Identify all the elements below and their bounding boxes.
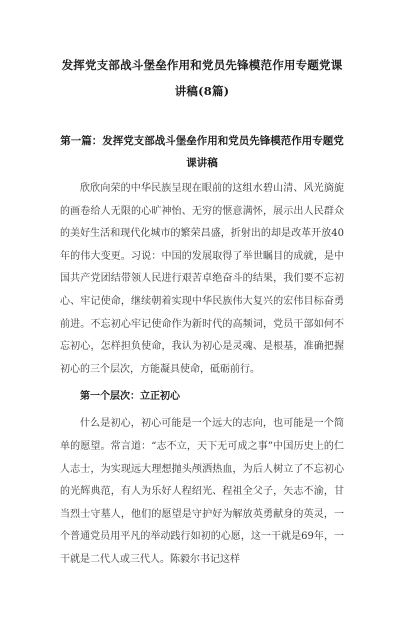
- body-paragraph: 什么是初心，初心可能是一个远大的志向，也可能是一个简单的愿望。常言道：“志不立，天下无可成之事”中国历史上的仁人志士，为实现远大理想抛头颅洒热血，为后人树立了不忘初心的光辉典范，有人为乐好人程绍光、程祖全父子，矢志不渝，甘当烈士守墓人，他们的愿望是守护好为解放英勇献身的英灵，一个普通党员用平凡的举动践行如初的心愿，这一干就是69年，一干就是二代人或三代人。陈毅尔书记这样: [60, 418, 344, 565]
- level-heading: 第一个层次：立正初心: [80, 391, 180, 403]
- section-title: 第一篇：发挥党支部战斗堡垒作用和党员先锋模范作用专题党课讲稿: [60, 135, 344, 169]
- document-title: 发挥党支部战斗堡垒作用和党员先锋模范作用专题党课讲稿(8篇): [61, 58, 343, 98]
- body-paragraph: 欣欣向荣的中华民族呈现在眼前的这组水碧山清、风光旖旎的画卷给人无限的心旷神怡、无穷的惬意满怀，展示出人民群众的美好生活和现代化城市的繁荣昌盛，折射出的却是改革开放40年的伟大变更。习说：中国的发展取得了举世瞩目的成就，是中国共产党团结带领人民进行艰苦卓绝奋斗的结果，我们要不忘初心、牢记使命，继续朝着实现中华民族伟大复兴的宏伟目标奋勇前进。不忘初心牢记使命作为新时代的高频词，党员干部如何不忘初心，怎样担负使命，我认为初心是灵魂、是根基，准确把握初心的三个层次，方能凝具使命，砥砺前行。: [60, 183, 344, 375]
- document-page: [0, 52, 410, 632]
